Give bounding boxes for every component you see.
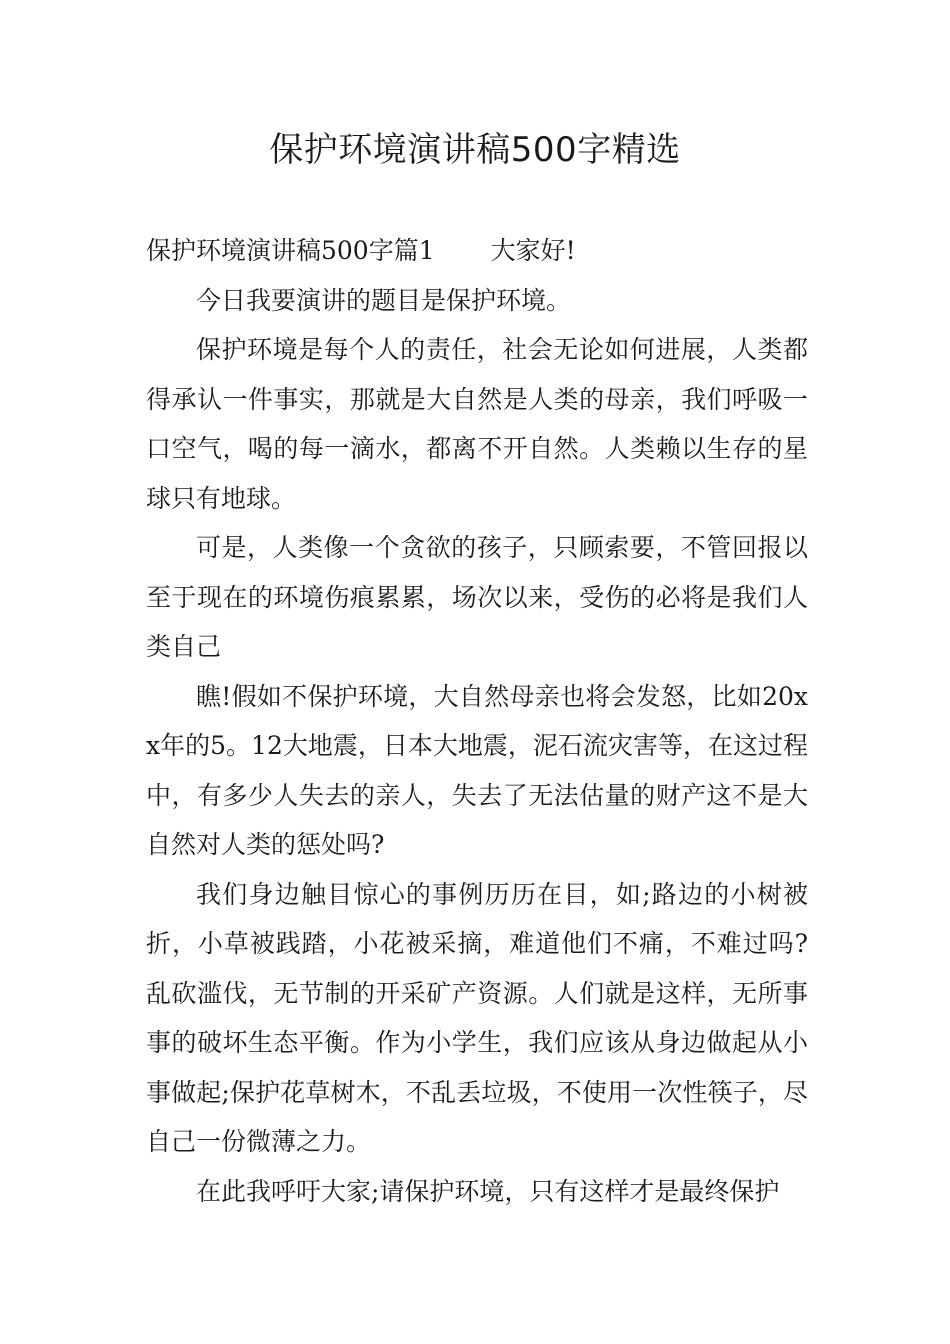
paragraph-7: 在此我呼吁大家;请保护环境，只有这样才是最终保护: [196, 1176, 780, 1206]
document-body: [146, 226, 808, 1216]
section-heading: 保护环境演讲稿500字篇1: [146, 236, 435, 265]
document-title: 保护环境演讲稿500字精选: [269, 130, 681, 170]
greeting: 大家好!: [490, 236, 576, 265]
paragraph-2: 今日我要演讲的题目是保护环境。: [196, 285, 572, 315]
paragraph-1: [146, 226, 808, 276]
paragraph-5: 瞧!假如不保护环境，大自然母亲也将会发怒，比如20xx年的5。12大地震，日本大地震，泥石流灾害等，在这过程中，有多少人失去的亲人，失去了无法估量的财产这不是大自然对人类的惩处吗?: [146, 681, 808, 859]
paragraph-3: 保护环境是每个人的责任，社会无论如何进展，人类都得承认一件事实，那就是大自然是人类的母亲，我们呼吸一口空气，喝的每一滴水，都离不开自然。人类赖以生存的星球只有地球。: [146, 335, 808, 513]
paragraph-4: 可是，人类像一个贪欲的孩子，只顾索要，不管回报以至于现在的环境伤痕累累，场次以来，受伤的必将是我们人类自己: [146, 533, 808, 661]
paragraph-6: 我们身边触目惊心的事例历历在目，如;路边的小树被折，小草被践踏，小花被采摘，难道他们不痛，不难过吗?乱砍滥伐，无节制的开采矿产资源。人们就是这样，无所事事的破坏生态平衡。作为小学生，我们应该从身边做起从小事做起;保护花草树木，不乱丢垃圾，不使用一次性筷子，尽自己一份微薄之力。: [146, 879, 808, 1156]
